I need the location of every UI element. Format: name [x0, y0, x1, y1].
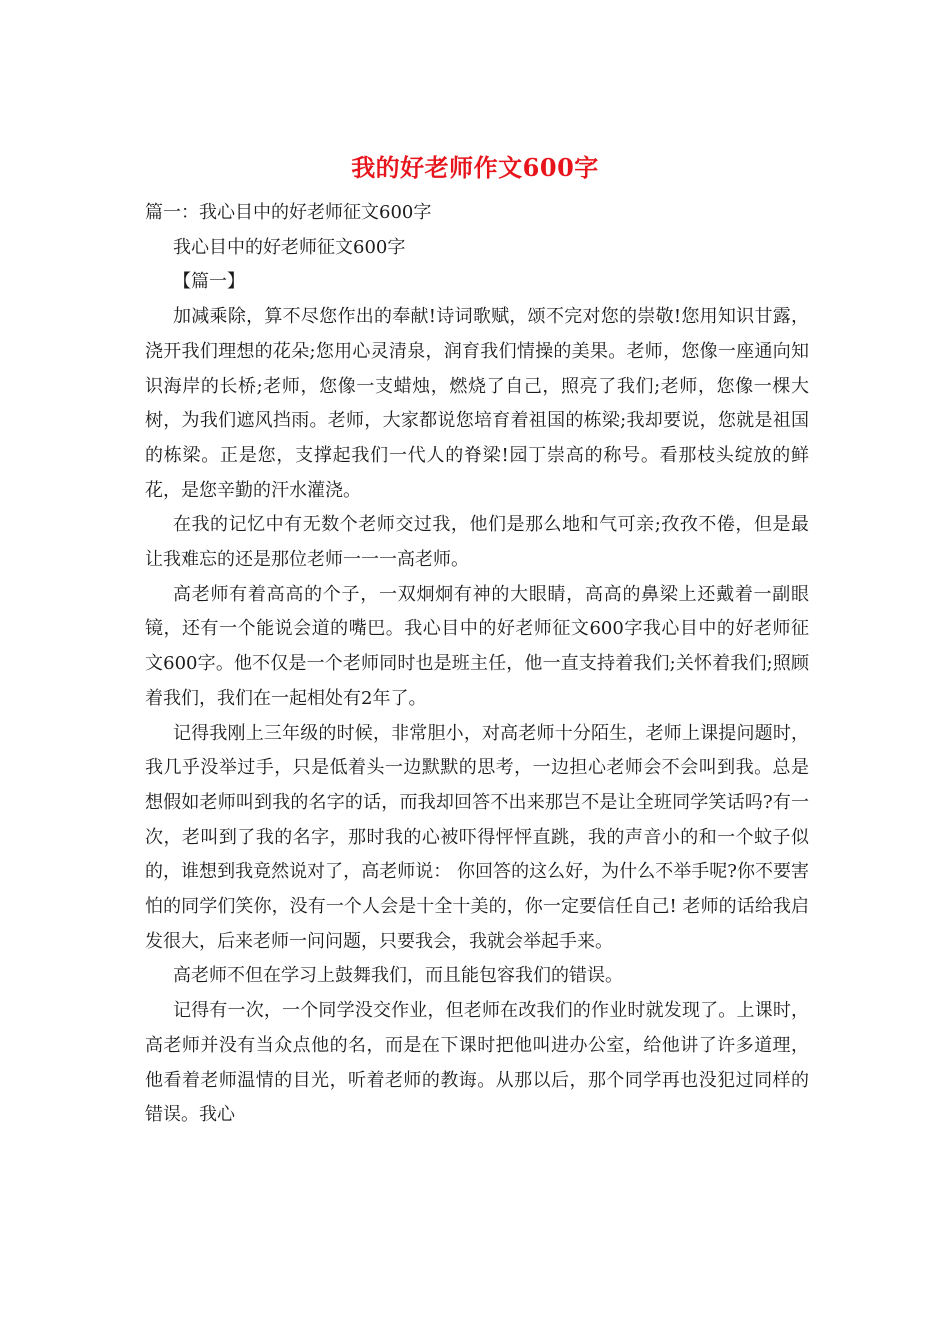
paragraph: 【篇一】 [173, 271, 245, 293]
paragraph: 高老师有着高高的个子，一双炯炯有神的大眼睛，高高的鼻梁上还戴着一副眼镜，还有一个能说会道的嘴巴。我心目中的好老师征文600字我心目中的好老师征文600字。他不仅是一个老师同时也是班主任，他一直支持着我们;关怀着我们;照顾着我们，我们在一起相处有2年了。 [145, 583, 809, 709]
paragraph: 记得有一次，一个同学没交作业，但老师在改我们的作业时就发现了。上课时，高老师并没有当众点他的名，而是在下课时把他叫进办公室，给他讲了许多道理，他看着老师温情的目光，听着老师的教诲。从那以后，那个同学再也没犯过同样的错误。我心 [145, 1000, 809, 1126]
paragraph: 加减乘除，算不尽您作出的奉献!诗词歌赋，颂不完对您的崇敬!您用知识甘露，浇开我们理想的花朵;您用心灵清泉，润育我们情操的美果。老师，您像一座通向知识海岸的长桥;老师，您像一支蜡烛，燃烧了自己，照亮了我们;老师，您像一棵大树，为我们遮风挡雨。老师，大家都说您培育着祖国的栋梁;我却要说，您就是祖国的栋梁。正是您，支撑起我们一代人的脊梁!园丁崇高的称号。看那枝头绽放的鲜花，是您辛勤的汗水灌浇。 [145, 306, 809, 501]
paragraph: 高老师不但在学习上鼓舞我们，而且能包容我们的错误。 [173, 965, 623, 987]
paragraph: 记得我刚上三年级的时候，非常胆小，对高老师十分陌生，老师上课提问题时，我几乎没举过手，只是低着头一边默默的思考，一边担心老师会不会叫到我。总是想假如老师叫到我的名字的话，而我却回答不出来那岂不是让全班同学笑话吗?有一次，老叫到了我的名字，那时我的心被吓得怦怦直跳，我的声音小的和一个蚊子似的，谁想到我竟然说对了，高老师说： 你回答的这么好，为什么不举手呢?你不要害怕的同学们笑你，没有一个人会是十全十美的，你一定要信任自己! 老师的话给我启发很大，后来老师一问问题，只要我会，我就会举起手来。 [145, 722, 809, 952]
document-title: 我的好老师作文600字 [351, 153, 599, 182]
paragraph: 在我的记忆中有无数个老师交过我，他们是那么地和气可亲;孜孜不倦，但是最让我难忘的还是那位老师一一一高老师。 [145, 514, 809, 571]
document-body [145, 196, 809, 1133]
paragraph: 我心目中的好老师征文600字 [173, 236, 406, 258]
paragraph: 篇一：我心目中的好老师征文600字 [145, 202, 432, 223]
